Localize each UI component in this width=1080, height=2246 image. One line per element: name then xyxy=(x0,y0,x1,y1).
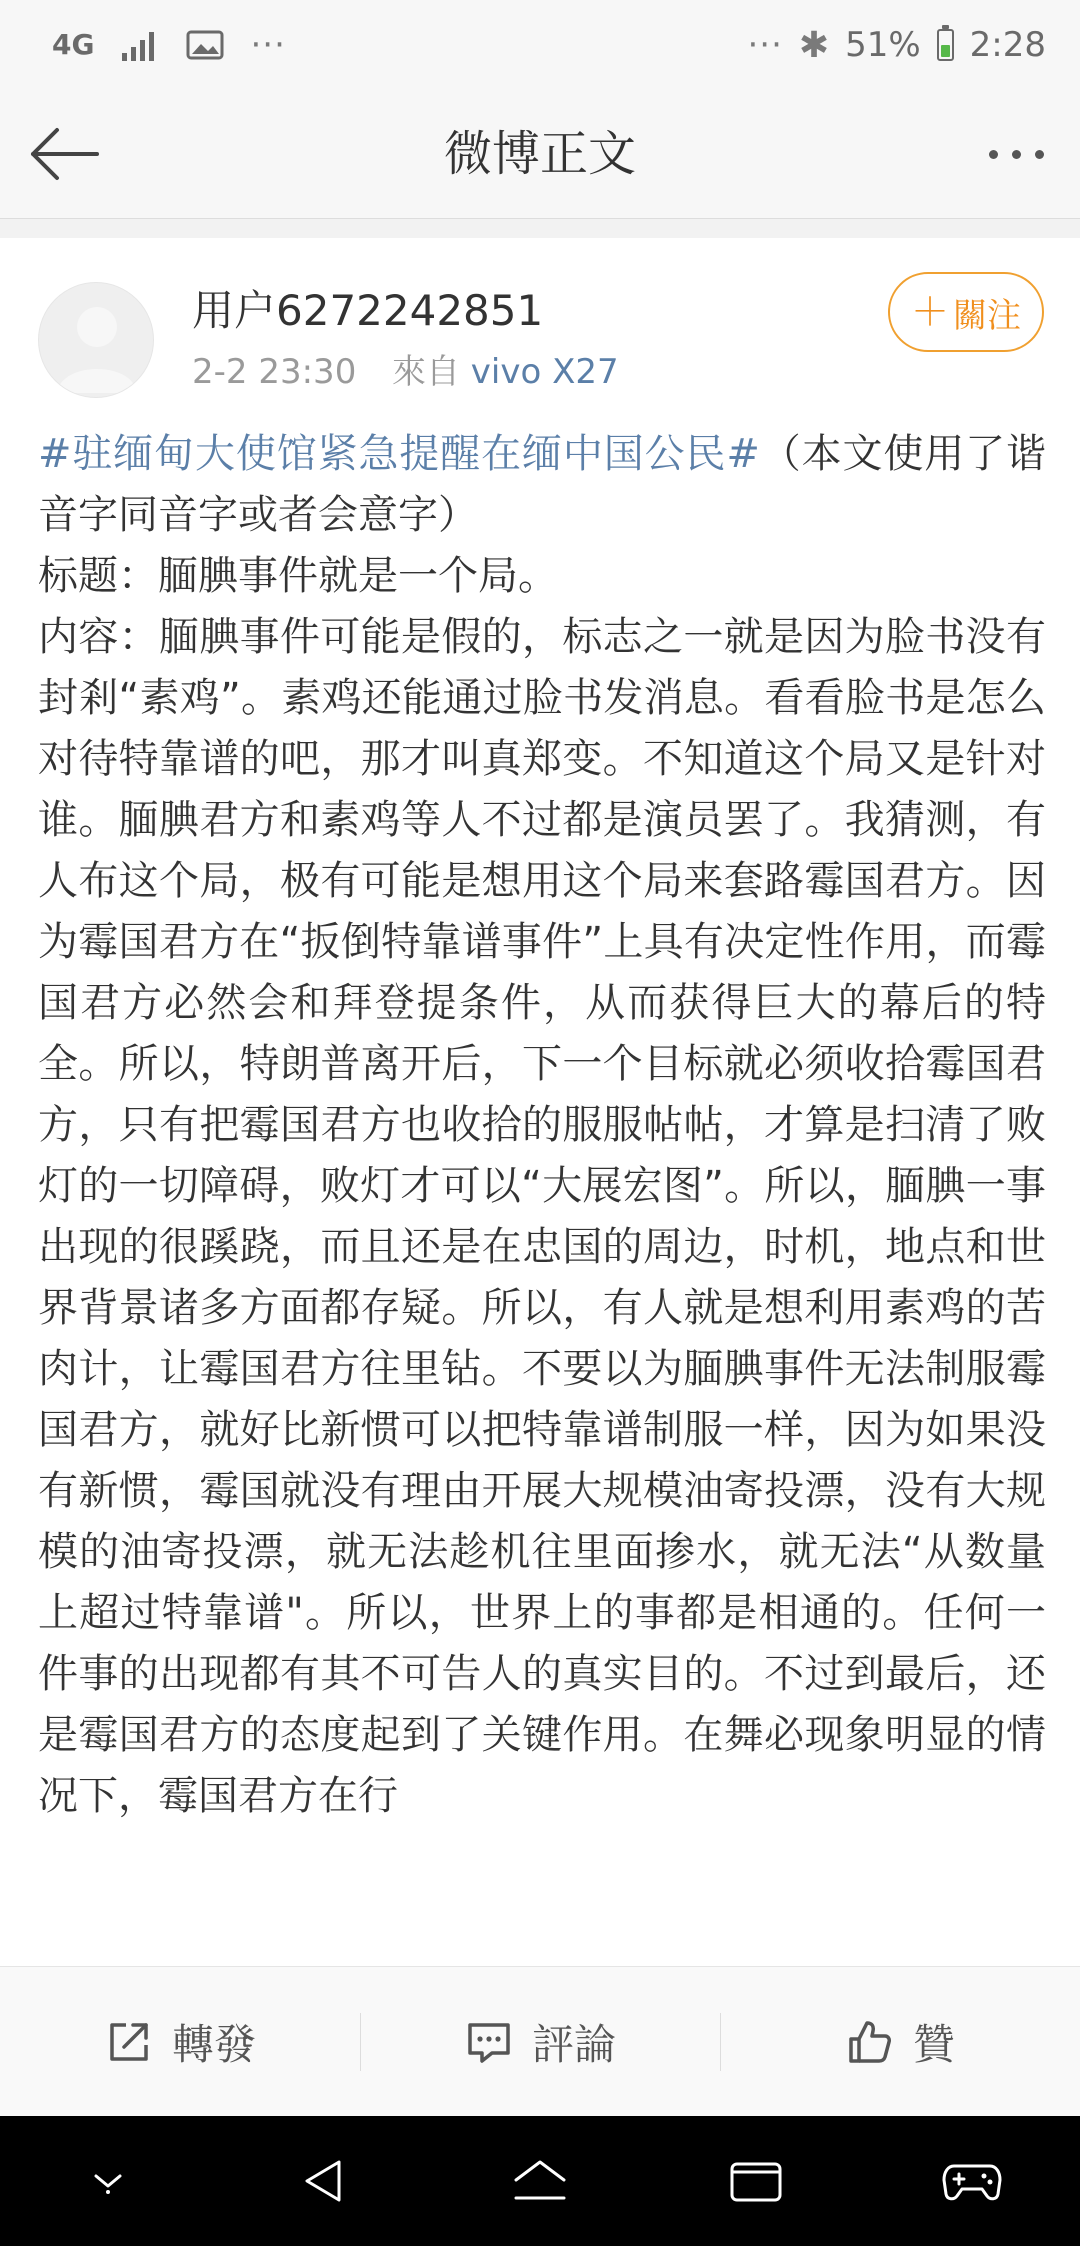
hide-navbar-button[interactable] xyxy=(58,2141,158,2221)
post-first-paragraph xyxy=(38,424,1046,546)
top-nav-bar xyxy=(0,90,1080,219)
system-home-button[interactable] xyxy=(490,2141,590,2221)
system-navigation-bar xyxy=(0,2116,1080,2246)
repost-button[interactable] xyxy=(0,1967,360,2117)
plus-icon: ＋ xyxy=(910,290,949,334)
image-notification-icon xyxy=(186,29,224,61)
post-meta xyxy=(192,352,619,393)
notification-more-icon: ··· xyxy=(250,25,286,65)
post-device[interactable]: vivo X27 xyxy=(470,352,619,392)
battery-level xyxy=(941,45,950,57)
gamepad-icon xyxy=(942,2156,1002,2206)
post-content xyxy=(38,424,1046,1827)
repost-label: 轉發 xyxy=(171,2020,256,2069)
comment-label: 評論 xyxy=(531,2020,616,2069)
signal-icon xyxy=(120,29,160,61)
post-card xyxy=(0,238,1080,1966)
game-mode-button[interactable] xyxy=(922,2141,1022,2221)
home-icon xyxy=(510,2156,570,2206)
status-bar xyxy=(0,0,1080,90)
topic-link[interactable]: #驻缅甸大使馆紧急提醒在缅中国公民# xyxy=(38,431,760,477)
comment-icon xyxy=(464,2017,514,2067)
post-title-line: 标题：腼腆事件就是一个局。 xyxy=(38,553,558,599)
network-indicator: 4G xyxy=(52,28,95,61)
battery-percent: 51% xyxy=(845,25,921,65)
more-options-button[interactable] xyxy=(976,126,1056,182)
more-dot-icon xyxy=(1012,150,1021,159)
post-body: 内容：腼腆事件可能是假的，标志之一就是因为脸书没有封剎“素鸡”。素鸡还能通过脸书发消息。看看脸书是怎么对待特靠谱的吧，那才叫真郑变。不知道这个局又是针对谁。腼腆君方和素鸡等人不过都是演员罢了。我猜测，有人布这个局，极有可能是想用这个局来套路霉国君方。因为霉国君方在“扳倒特靠谱事件”上具有决定性作用，而霉国君方必然会和拜登提条件，从而获得巨大的幕后的特全。所以，特朗普离开后，下一个目标就必须收拾霉国君方，只有把霉国君方也收拾的服服帖帖，才算是扫清了败灯的一切障碍，败灯才可以“大展宏图”。所以，腼腆一事出现的很蹊跷，而且还是在忠国的周边，时机，地点和世界背景诸多方面都存疑。所以，有人就是想利用素鸡的苦肉计，让霉国君方往里钻。不要以为腼腆事件无法制服霉国君方，就好比新惯可以把特靠谱制服一样，因为如果没有新惯，霉国就没有理由开展大规模油寄投漂，没有大规模的油寄投漂，就无法趁机往里面掺水，就无法“从数量上超过特靠谱"。所以，世界上的事都是相通的。任何一件事的出现都有其不可告人的真实目的。不过到最后，还是霉国君方的态度起到了关键作用。在舞必现象明显的情况下，霉国君方在行 xyxy=(38,614,1046,1819)
page-title: 微博正文 xyxy=(443,126,636,182)
repost-icon xyxy=(104,2017,154,2067)
system-back-button[interactable] xyxy=(274,2141,374,2221)
thumbs-up-icon xyxy=(845,2017,895,2067)
like-button[interactable] xyxy=(720,1967,1080,2117)
avatar[interactable] xyxy=(38,282,154,398)
follow-label: 關注 xyxy=(953,295,1021,336)
bluetooth-icon: ✱ xyxy=(798,24,830,66)
chevron-down-icon xyxy=(88,2166,128,2196)
clock: 2:28 xyxy=(969,25,1046,65)
comment-button[interactable] xyxy=(360,1967,720,2117)
like-label: 贊 xyxy=(912,2020,955,2069)
post-author-name[interactable]: 用户6272242851 xyxy=(192,286,544,335)
post-intro: （本文使用了谐音字同音字或者会意字） xyxy=(38,431,1047,538)
battery-icon xyxy=(937,29,954,61)
system-recents-button[interactable] xyxy=(706,2141,806,2221)
default-avatar-icon xyxy=(39,283,154,398)
status-more-icon: ··· xyxy=(747,25,783,65)
more-dot-icon xyxy=(989,150,998,159)
more-dot-icon xyxy=(1035,150,1044,159)
action-bar xyxy=(0,1966,1080,2117)
back-triangle-icon xyxy=(299,2156,349,2206)
post-time: 2-2 23:30 xyxy=(192,352,357,392)
source-prefix: 來自 xyxy=(391,352,460,392)
recents-icon xyxy=(728,2156,784,2206)
follow-button[interactable] xyxy=(888,272,1044,352)
